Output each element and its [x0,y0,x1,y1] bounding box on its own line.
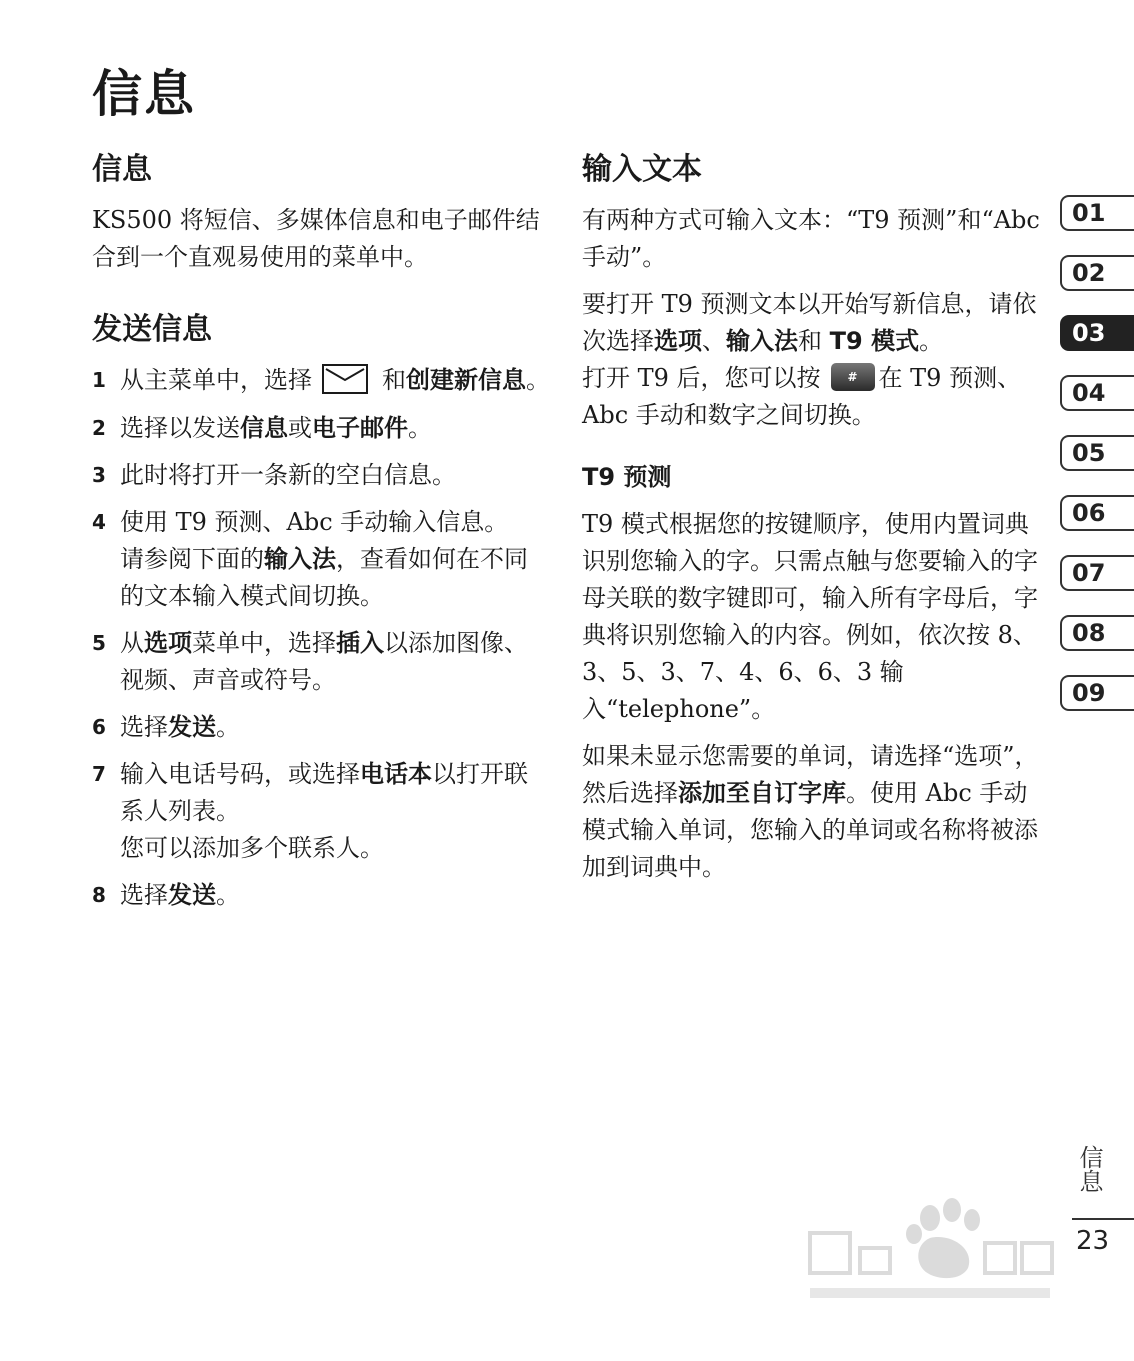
chapter-tab-06[interactable]: 06 [1060,495,1134,531]
step-item [92,756,550,867]
step-number: 5 [92,630,106,655]
step-text: 选择发送。 [120,880,240,909]
mode-switch-paragraph: 打开 T9 后，您可以按 # 在 T9 预测、Abc 手动和数字之间切换。 [582,364,1022,429]
chapter-tab-05[interactable]: 05 [1060,435,1134,471]
page-number: 23 [1076,1226,1110,1256]
chapter-tab-02[interactable]: 02 [1060,255,1134,291]
step-text: 选择发送。 [120,712,240,741]
step-item [92,457,550,494]
chapter-tab-09[interactable]: 09 [1060,675,1134,711]
baidu-watermark-logo [800,1188,1060,1318]
step-item [92,709,550,746]
chapter-tab-03[interactable]: 03 [1060,315,1134,351]
page-title: 信息 [92,65,196,123]
step-text: 选择以发送信息或电子邮件。 [120,413,432,442]
message-envelope-icon [322,364,368,394]
step-number: 3 [92,462,106,487]
step-text: 此时将打开一条新的空白信息。 [120,460,456,489]
step-item [92,877,550,914]
step-item [92,362,550,400]
chapter-side-label: 信息 [1075,1145,1103,1193]
footer-rule [1072,1218,1134,1220]
left-column [92,150,550,924]
step-number: 8 [92,882,106,907]
subsection-title-t9: T9 预测 [582,463,672,491]
step-number: 1 [92,368,106,392]
section-title-enter-text: 输入文本 [582,152,702,187]
step-number: 6 [92,714,106,739]
chapter-tabs [1060,195,1134,735]
step-item [92,625,550,699]
t9-enable-paragraph: 要打开 T9 预测文本以开始写新信息，请依次选择选项、输入法和 T9 模式。 [582,290,1037,355]
step-text: 从主菜单中，选择 和创建新信息。 [120,362,550,400]
right-column [582,150,1042,896]
send-steps-list [92,362,550,914]
messages-intro: KS500 将短信、多媒体信息和电子邮件结合到一个直观易使用的菜单中。 [92,206,540,271]
chapter-tab-07[interactable]: 07 [1060,555,1134,591]
step-number: 7 [92,761,106,786]
hash-key-icon: # [831,363,875,391]
step-item [92,410,550,447]
step-number: 4 [92,509,106,534]
section-title-messages: 信息 [92,152,152,187]
custom-dictionary-paragraph: 如果未显示您需要的单词，请选择“选项”，然后选择添加至自订字库。使用 Abc 手动模式输入单词，您输入的单词或名称将被添加到词典中。 [582,742,1039,881]
chapter-tab-04[interactable]: 04 [1060,375,1134,411]
enter-text-intro: 有两种方式可输入文本：“T9 预测”和“Abc 手动”。 [582,206,1040,271]
t9-description: T9 模式根据您的按键顺序，使用内置词典识别您输入的字。只需点触与您要输入的字母关联的数字键即可，输入所有字母后，字典将识别您输入的内容。例如，依次按 8、3、5、3、7、4、6、6、3 输入“telephone”。 [582,510,1038,723]
step-item [92,504,550,615]
step-number: 2 [92,415,106,440]
step-text: 输入电话号码，或选择电话本以打开联系人列表。 您可以添加多个联系人。 [120,759,528,862]
chapter-tab-08[interactable]: 08 [1060,615,1134,651]
step-text: 使用 T9 预测、Abc 手动输入信息。 请参阅下面的输入法，查看如何在不同的文本输入模式间切换。 [120,507,528,610]
chapter-tab-01[interactable]: 01 [1060,195,1134,231]
section-title-send-message: 发送信息 [92,312,212,347]
step-text: 从选项菜单中，选择插入以添加图像、视频、声音或符号。 [120,628,528,694]
